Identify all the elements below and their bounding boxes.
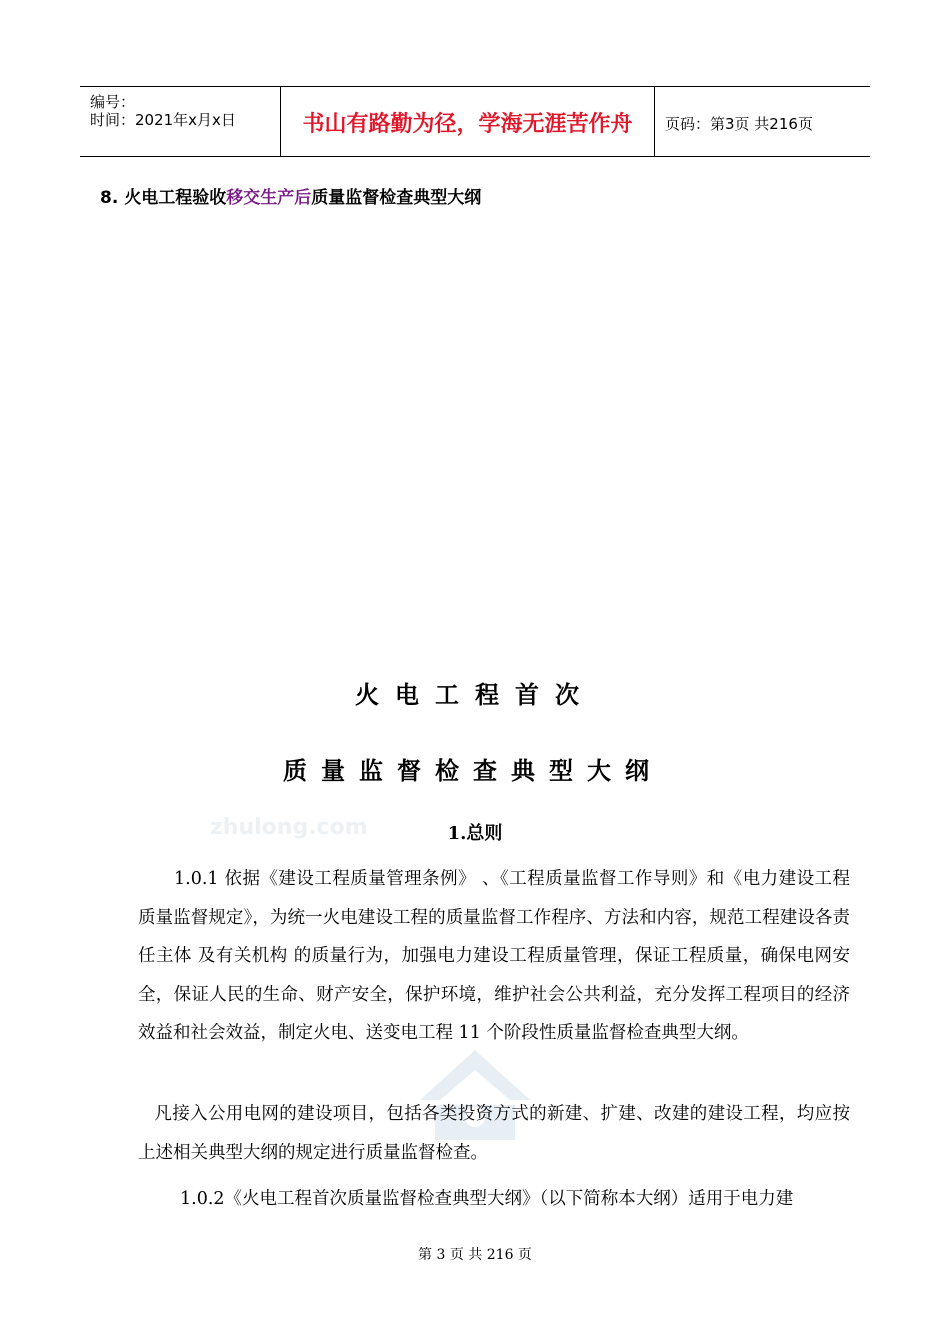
header-motto: 书山有路勤为径，学海无涯苦作舟 (302, 112, 633, 137)
section-suffix: 质量监督检查典型大纲 (311, 188, 482, 208)
section-prefix: 8. 火电工程验收 (100, 188, 227, 208)
section-heading (100, 183, 481, 208)
watermark-text: zhulong.com (210, 815, 368, 840)
document-date: 时间：2021年x月x日 (90, 111, 236, 129)
chapter-heading: 1.总则 (447, 823, 503, 844)
paragraph-3 (138, 1180, 850, 1219)
page-footer: 第 3 页 共 216 页 (418, 1247, 532, 1263)
document-header (80, 86, 870, 157)
header-page-code: 页码：第3页 共216页 (665, 115, 813, 133)
paragraph-3-text: 1.0.2《火电工程首次质量监督检查典型大纲》（以下简称本大纲）适用于电力建 (180, 1189, 794, 1209)
header-info-cell (80, 87, 281, 156)
document-title-line1: 火电工程首次 (355, 681, 595, 709)
document-title-line2: 质量监督检查典型大纲 (283, 757, 663, 785)
paragraph-2-text: 凡接入公用电网的建设项目，包括各类投资方式的新建、扩建、改建的建设工程，均应按上述相关典型大纲的规定进行质量监督检查。 (138, 1104, 850, 1163)
header-motto-cell (281, 87, 655, 156)
paragraph-1-text: 1.0.1 依据《建设工程质量管理条例》 、《工程质量监督工作导则》和《电力建设工程质量监督规定》，为统一火电建设工程的质量监督工作程序、方法和内容，规范工程建设各责任主体 及有关机构 的质量行为，加强电力建设工程质量管理，保证工程质量，确保电网安全，保证人民的生命、财产安全，保护环境，维护社会公共利益，充分发挥工程项目的经济效益和社会效益，制定火电、送变电工程 11 个阶段性质量监督检查典型大纲。 (138, 869, 850, 1043)
paragraph-1 (138, 860, 850, 1053)
section-highlight: 移交生产后 (226, 188, 312, 208)
paragraph-2 (138, 1095, 850, 1172)
document-number-label: 编号： (90, 93, 136, 111)
header-page-cell (655, 87, 870, 156)
